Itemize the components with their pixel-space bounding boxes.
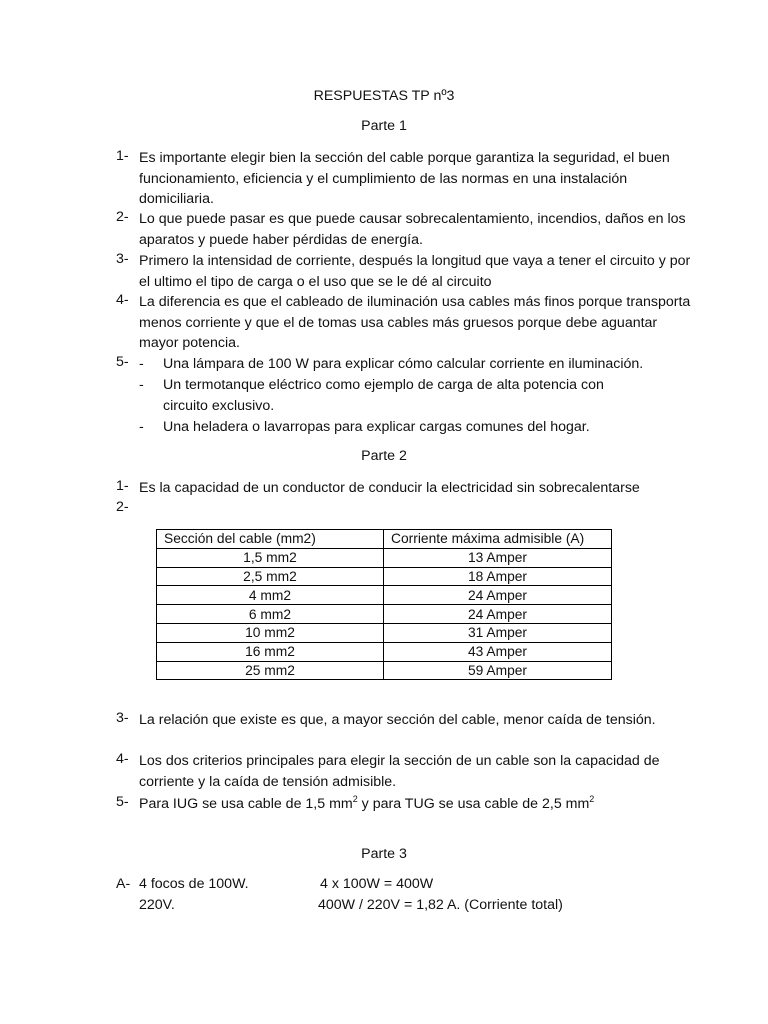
list-item <box>139 375 716 417</box>
calculation: 4 x 100W = 400W <box>320 876 434 892</box>
table-cell: 16 mm2 <box>157 642 384 661</box>
parte1-heading: Parte 1 <box>361 118 407 134</box>
item-number: 4- <box>116 292 129 308</box>
table-row <box>157 623 612 642</box>
item-text: 220V. <box>139 897 175 913</box>
item-number: 1- <box>116 148 129 164</box>
table-cell: 18 Amper <box>384 567 612 586</box>
bullet-text: Un termotanque eléctrico como ejemplo de carga de alta potencia con circuito exclusivo. <box>163 377 604 414</box>
item-text-part: Para IUG se usa cable de 1,5 mm <box>139 796 353 812</box>
item-text-part: y para TUG se usa cable de 2,5 mm <box>357 796 590 812</box>
parte1-item-1 <box>116 148 696 210</box>
table-cell: 25 mm2 <box>157 661 384 680</box>
table-cell: 4 mm2 <box>157 586 384 605</box>
table-cell: 24 Amper <box>384 586 612 605</box>
table-cell: 13 Amper <box>384 548 612 567</box>
table-row <box>157 642 612 661</box>
document-title: RESPUESTAS TP nº3 <box>313 88 455 104</box>
column-header: Corriente máxima admisible (A) <box>384 530 612 549</box>
bullet-text: Una heladera o lavarropas para explicar cargas comunes del hogar. <box>163 419 590 435</box>
table-header-row <box>157 530 612 549</box>
bullet-dash: - <box>139 377 144 393</box>
parte2-item-4 <box>116 751 696 792</box>
table-row <box>157 548 612 567</box>
item-text: Es importante elegir bien la sección del cable porque garantiza la seguridad, el buen funcionamiento, eficiencia y el cumplimiento de las normas en una instalación domiciliaria. <box>139 150 670 208</box>
item-number: 1- <box>116 478 129 494</box>
column-header: Sección del cable (mm2) <box>157 530 384 549</box>
table-cell: 2,5 mm2 <box>157 567 384 586</box>
item-text: La relación que existe es que, a mayor sección del cable, menor caída de tensión. <box>139 712 656 728</box>
item-text: Los dos criterios principales para elegir la sección de un cable son la capacidad de corriente y la caída de tensión admisible. <box>139 753 660 790</box>
table-cell: 31 Amper <box>384 623 612 642</box>
parte2-item-1 <box>116 478 716 499</box>
bullet-text: Una lámpara de 100 W para explicar cómo calcular corriente en iluminación. <box>163 356 644 372</box>
superscript: 2 <box>352 794 358 804</box>
parte1-item-4 <box>116 292 696 354</box>
item-number: 3- <box>116 710 129 726</box>
parte2-heading: Parte 2 <box>361 448 407 464</box>
parte2-item-3 <box>116 710 696 731</box>
item-number: 2- <box>116 209 129 225</box>
table-row <box>157 586 612 605</box>
parte1-item-2 <box>116 209 696 250</box>
superscript: 2 <box>589 794 595 804</box>
parte1-item-5 <box>116 354 716 438</box>
list-item <box>139 354 716 375</box>
item-text: Lo que puede pasar es que puede causar sobrecalentamiento, incendios, daños en los aparatos y puede haber pérdidas de energía. <box>139 211 686 248</box>
table-cell: 43 Amper <box>384 642 612 661</box>
item-number: 5- <box>116 354 129 370</box>
parte2-item-5 <box>116 794 736 815</box>
table-cell: 1,5 mm2 <box>157 548 384 567</box>
parte1-item-3 <box>116 251 696 292</box>
table-cell: 10 mm2 <box>157 623 384 642</box>
list-item <box>139 417 716 438</box>
table-row <box>157 567 612 586</box>
table-cell: 24 Amper <box>384 605 612 624</box>
table-cell: 6 mm2 <box>157 605 384 624</box>
cable-table <box>156 529 612 680</box>
bullet-dash: - <box>139 419 144 435</box>
table-cell: 59 Amper <box>384 661 612 680</box>
table-row <box>157 605 612 624</box>
item-text <box>139 794 736 815</box>
item-label: A- <box>116 876 131 892</box>
item-number: 2- <box>116 499 129 515</box>
parte3-heading: Parte 3 <box>361 846 407 862</box>
item-number: 5- <box>116 794 129 810</box>
item-text: Es la capacidad de un conductor de conducir la electricidad sin sobrecalentarse <box>139 480 640 496</box>
item-text: 4 focos de 100W. <box>139 876 249 892</box>
item-text: Primero la intensidad de corriente, después la longitud que vaya a tener el circuito y por el ultimo el tipo de carga o el uso que se le dé al circuito <box>139 253 691 290</box>
table-row <box>157 661 612 680</box>
item-text: La diferencia es que el cableado de iluminación usa cables más finos porque transporta menos corriente y que el de tomas usa cables más gruesos porque debe aguantar mayor potencia. <box>139 294 691 352</box>
calculation: 400W / 220V = 1,82 A. (Corriente total) <box>318 897 563 913</box>
item-number: 4- <box>116 751 129 767</box>
bullet-dash: - <box>139 356 144 372</box>
item-number: 3- <box>116 251 129 267</box>
